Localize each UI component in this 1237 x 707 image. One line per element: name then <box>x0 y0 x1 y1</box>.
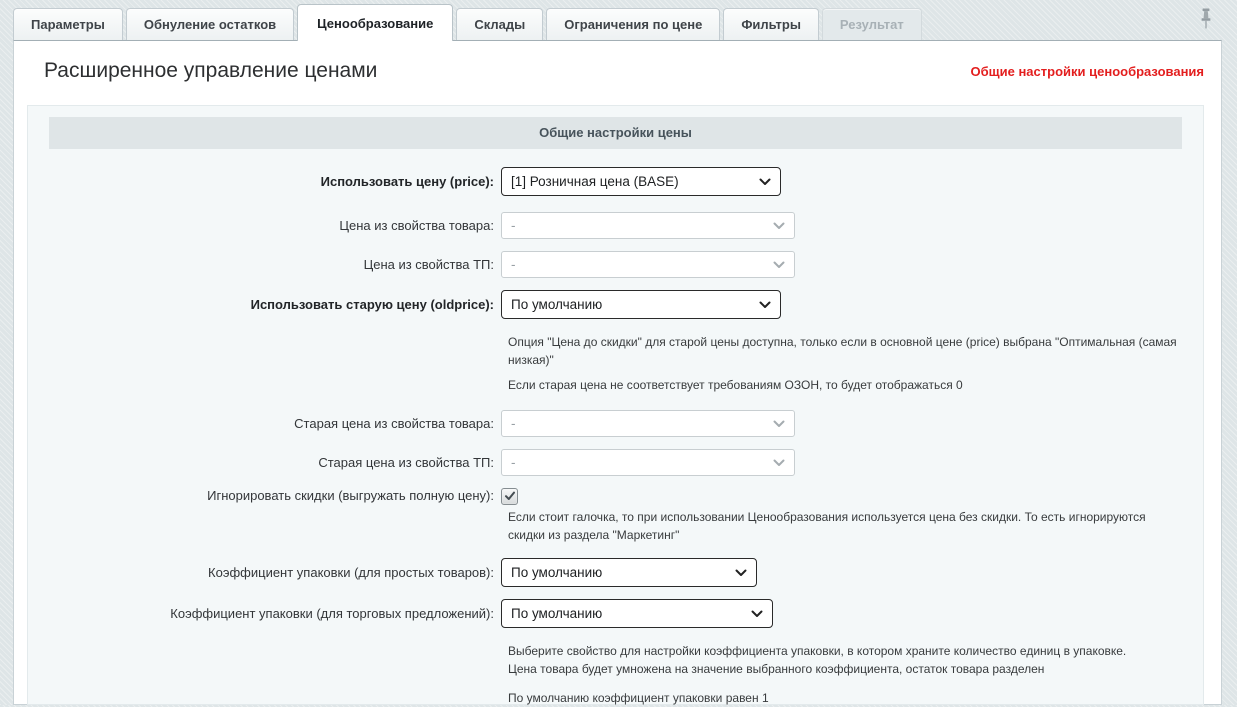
tab-price-limits[interactable]: Ограничения по цене <box>546 8 720 40</box>
oldprice-prop-sku-value: - <box>511 455 516 470</box>
settings-panel <box>27 105 1204 705</box>
chevron-down-icon <box>735 569 747 577</box>
chevron-down-icon <box>759 301 771 309</box>
settings-form <box>49 149 1182 707</box>
use-oldprice-select[interactable] <box>501 290 781 319</box>
packing-help-line2: Цена товара будет умножена на значение выбранного коэффициента, остаток товара разделен <box>508 662 1045 676</box>
pin-icon[interactable] <box>1199 8 1213 30</box>
tab-pricing[interactable]: Ценообразование <box>297 4 453 41</box>
page-title: Расширенное управление ценами <box>44 59 378 82</box>
content-card <box>13 40 1222 705</box>
tab-zero-stocks[interactable]: Обнуление остатков <box>126 8 294 40</box>
price-prop-product-value: - <box>511 218 516 233</box>
chevron-down-icon <box>751 610 763 618</box>
discounts-help-text: Если стоит галочка, то при использовании Ценообразования используется цена без скидки. То есть игнорируются скидки из раздела "Маркетинг" <box>508 510 1146 542</box>
oldprice-help-line1: Опция "Цена до скидки" для старой цены доступна, только если в основной цене (price) выбрана "Оптимальная (самая низкая)" <box>508 335 1177 367</box>
tab-bar <box>0 0 1237 40</box>
row-price-prop-product <box>49 212 1182 239</box>
oldprice-prop-product-label: Старая цена из свойства товара: <box>294 415 494 431</box>
panel-title: Общие настройки цены <box>49 117 1182 149</box>
chevron-down-icon <box>773 420 785 428</box>
row-packing-coeff-simple <box>49 558 1182 587</box>
checkmark-icon <box>504 490 516 502</box>
packing-help-line1: Выберите свойство для настройки коэффициента упаковки, в котором храните количество единиц в упаковке. <box>508 644 1127 658</box>
price-prop-product-select[interactable] <box>501 212 795 239</box>
tab-parameters[interactable]: Параметры <box>13 8 123 40</box>
price-prop-sku-label: Цена из свойства ТП: <box>363 256 494 272</box>
tab-result: Результат <box>822 8 922 40</box>
price-prop-sku-select[interactable] <box>501 251 795 278</box>
card-header <box>14 41 1221 83</box>
tab-warehouses[interactable]: Склады <box>456 8 543 40</box>
tab-filters[interactable]: Фильтры <box>723 8 819 40</box>
oldprice-prop-sku-label: Старая цена из свойства ТП: <box>318 454 494 470</box>
chevron-down-icon <box>773 261 785 269</box>
price-prop-product-label: Цена из свойства товара: <box>339 217 494 233</box>
row-price-prop-sku <box>49 251 1182 278</box>
row-use-price <box>49 167 1182 196</box>
spacer <box>508 678 1178 689</box>
use-oldprice-value: По умолчанию <box>511 297 603 312</box>
use-price-select[interactable] <box>501 167 781 196</box>
chevron-down-icon <box>773 459 785 467</box>
chevron-down-icon <box>773 222 785 230</box>
oldprice-prop-product-value: - <box>511 416 516 431</box>
ignore-discounts-label: Игнорировать скидки (выгружать полную цену): <box>207 488 494 503</box>
use-price-value: [1] Розничная цена (BASE) <box>511 174 679 189</box>
pricing-settings-link[interactable]: Общие настройки ценообразования <box>970 63 1204 79</box>
row-oldprice-prop-sku <box>49 449 1182 476</box>
packing-coeff-offers-label: Коэффициент упаковки (для торговых предложений): <box>170 605 494 621</box>
packing-help <box>508 642 1182 707</box>
use-oldprice-label: Использовать старую цену (oldprice): <box>250 296 494 312</box>
row-ignore-discounts <box>49 486 1182 506</box>
use-price-label: Использовать цену (price): <box>320 173 494 189</box>
packing-coeff-simple-select[interactable] <box>501 558 757 587</box>
chevron-down-icon <box>759 178 771 186</box>
packing-help-line3: По умолчанию коэффициент упаковки равен 1 <box>508 691 769 705</box>
packing-coeff-offers-select[interactable] <box>501 599 773 628</box>
row-use-oldprice <box>49 290 1182 319</box>
packing-coeff-offers-value: По умолчанию <box>511 606 603 621</box>
row-packing-coeff-offers <box>49 599 1182 628</box>
oldprice-help-line2: Если старая цена не соответствует требованиям ОЗОН, то будет отображаться 0 <box>508 378 963 392</box>
oldprice-prop-sku-select[interactable] <box>501 449 795 476</box>
oldprice-prop-product-select[interactable] <box>501 410 795 437</box>
packing-coeff-simple-label: Коэффициент упаковки (для простых товаров): <box>208 564 494 580</box>
row-oldprice-prop-product <box>49 410 1182 437</box>
oldprice-help <box>508 333 1182 394</box>
ignore-discounts-checkbox[interactable] <box>501 488 518 505</box>
discounts-help <box>508 508 1182 544</box>
price-prop-sku-value: - <box>511 257 516 272</box>
packing-coeff-simple-value: По умолчанию <box>511 565 603 580</box>
